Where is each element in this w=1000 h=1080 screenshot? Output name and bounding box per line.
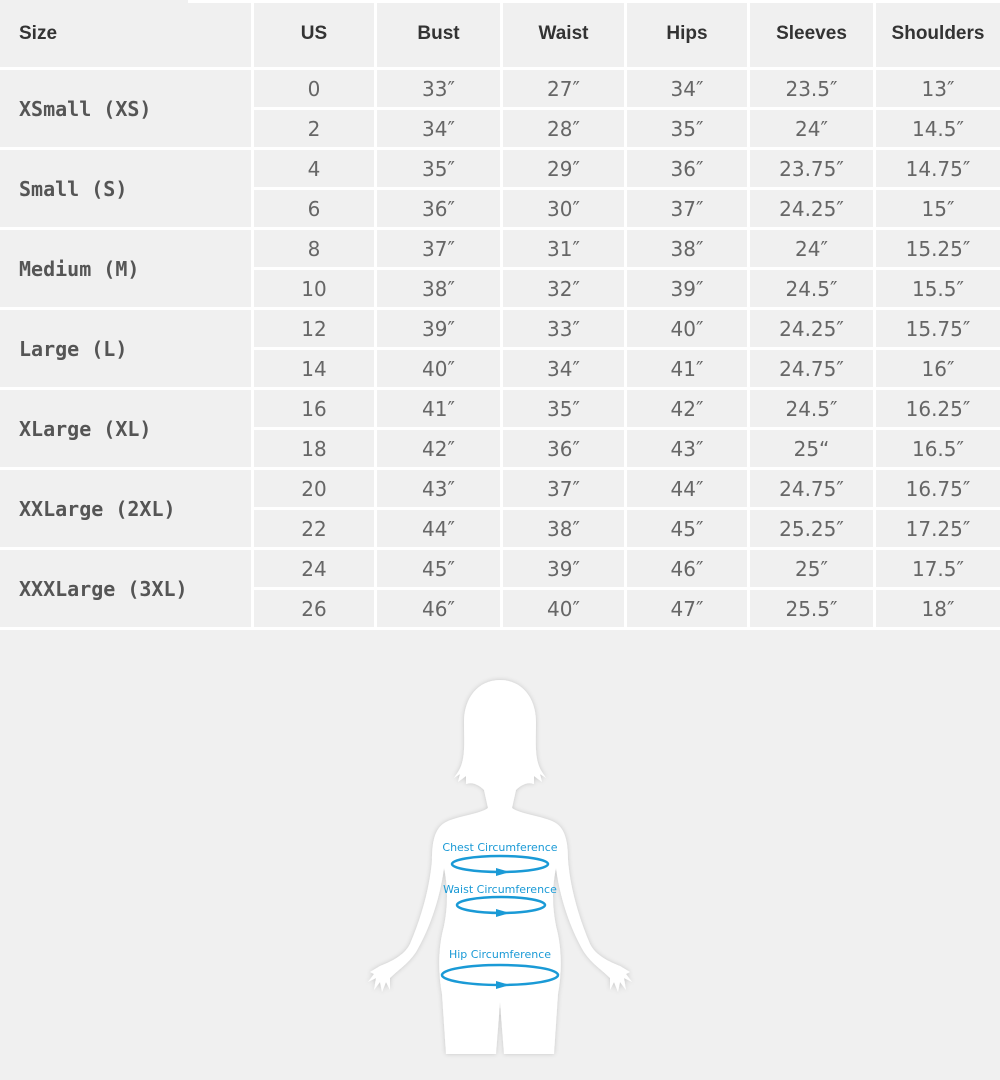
shoulders-cell: 17.5″ — [876, 550, 1000, 590]
shoulders-cell: 16.5″ — [876, 430, 1000, 470]
us-cell: 18 — [254, 430, 377, 470]
sleeves-cell: 24.25″ — [750, 190, 876, 230]
sleeves-cell: 24.25″ — [750, 310, 876, 350]
bust-cell: 38″ — [377, 270, 503, 310]
hips-cell: 40″ — [627, 310, 750, 350]
header-sleeves: Sleeves — [750, 0, 876, 70]
us-cell: 2 — [254, 110, 377, 150]
hips-cell: 43″ — [627, 430, 750, 470]
header-shoulders: Shoulders — [876, 0, 1000, 70]
sleeves-cell: 24.75″ — [750, 470, 876, 510]
us-cell: 12 — [254, 310, 377, 350]
sleeves-cell: 24.5″ — [750, 390, 876, 430]
hips-cell: 44″ — [627, 470, 750, 510]
header-waist: Waist — [503, 0, 627, 70]
hips-cell: 45″ — [627, 510, 750, 550]
hip-circumference-label: Hip Circumference — [448, 948, 552, 961]
us-cell: 16 — [254, 390, 377, 430]
shoulders-cell: 14.75″ — [876, 150, 1000, 190]
header-hips: Hips — [627, 0, 750, 70]
waist-cell: 40″ — [503, 590, 627, 630]
shoulders-cell: 14.5″ — [876, 110, 1000, 150]
waist-cell: 29″ — [503, 150, 627, 190]
waist-cell: 35″ — [503, 390, 627, 430]
bust-cell: 37″ — [377, 230, 503, 270]
bust-cell: 34″ — [377, 110, 503, 150]
header-bust: Bust — [377, 0, 503, 70]
bust-cell: 36″ — [377, 190, 503, 230]
waist-cell: 31″ — [503, 230, 627, 270]
hips-cell: 37″ — [627, 190, 750, 230]
waist-cell: 38″ — [503, 510, 627, 550]
shoulders-cell: 17.25″ — [876, 510, 1000, 550]
bust-cell: 40″ — [377, 350, 503, 390]
us-cell: 8 — [254, 230, 377, 270]
shoulders-cell: 16″ — [876, 350, 1000, 390]
table-row — [0, 230, 1000, 270]
hips-cell: 38″ — [627, 230, 750, 270]
size-name-cell: Small (S) — [0, 150, 254, 230]
us-cell: 22 — [254, 510, 377, 550]
body-silhouette-svg — [360, 672, 640, 1062]
table-header-row — [0, 0, 1000, 70]
sleeves-cell: 23.5″ — [750, 70, 876, 110]
waist-cell: 27″ — [503, 70, 627, 110]
us-cell: 26 — [254, 590, 377, 630]
hips-cell: 35″ — [627, 110, 750, 150]
waist-cell: 39″ — [503, 550, 627, 590]
hips-cell: 34″ — [627, 70, 750, 110]
bust-cell: 39″ — [377, 310, 503, 350]
size-name-cell: XXLarge (2XL) — [0, 470, 254, 550]
bust-cell: 44″ — [377, 510, 503, 550]
waist-cell: 37″ — [503, 470, 627, 510]
table-body — [0, 70, 1000, 630]
hips-cell: 47″ — [627, 590, 750, 630]
hips-cell: 42″ — [627, 390, 750, 430]
silhouette-shape — [368, 680, 632, 1054]
header-us: US — [254, 0, 377, 70]
waist-circumference-label: Waist Circumference — [443, 883, 557, 896]
sleeves-cell: 24″ — [750, 110, 876, 150]
sleeves-cell: 23.75″ — [750, 150, 876, 190]
size-name-cell: Medium (M) — [0, 230, 254, 310]
sleeves-cell: 24.5″ — [750, 270, 876, 310]
waist-cell: 36″ — [503, 430, 627, 470]
us-cell: 20 — [254, 470, 377, 510]
waist-cell: 33″ — [503, 310, 627, 350]
shoulders-cell: 18″ — [876, 590, 1000, 630]
size-name-cell: XSmall (XS) — [0, 70, 254, 150]
table-row — [0, 70, 1000, 110]
us-cell: 6 — [254, 190, 377, 230]
shoulders-cell: 15.75″ — [876, 310, 1000, 350]
table-row — [0, 150, 1000, 190]
bust-cell: 46″ — [377, 590, 503, 630]
chest-circumference-label: Chest Circumference — [442, 841, 558, 854]
hips-cell: 36″ — [627, 150, 750, 190]
header-size: Size — [0, 0, 254, 70]
bust-cell: 42″ — [377, 430, 503, 470]
us-cell: 0 — [254, 70, 377, 110]
us-cell: 4 — [254, 150, 377, 190]
sleeves-cell: 25.25″ — [750, 510, 876, 550]
table-row — [0, 550, 1000, 590]
us-cell: 14 — [254, 350, 377, 390]
bust-cell: 43″ — [377, 470, 503, 510]
table-row — [0, 470, 1000, 510]
bust-cell: 33″ — [377, 70, 503, 110]
sleeves-cell: 25″ — [750, 550, 876, 590]
sleeves-cell: 24″ — [750, 230, 876, 270]
hips-cell: 41″ — [627, 350, 750, 390]
hips-cell: 46″ — [627, 550, 750, 590]
shoulders-cell: 16.75″ — [876, 470, 1000, 510]
bust-cell: 45″ — [377, 550, 503, 590]
shoulders-cell: 15″ — [876, 190, 1000, 230]
shoulders-cell: 16.25″ — [876, 390, 1000, 430]
table-row — [0, 310, 1000, 350]
size-name-cell: XLarge (XL) — [0, 390, 254, 470]
us-cell: 24 — [254, 550, 377, 590]
size-name-cell: Large (L) — [0, 310, 254, 390]
bust-cell: 35″ — [377, 150, 503, 190]
shoulders-cell: 15.25″ — [876, 230, 1000, 270]
waist-cell: 32″ — [503, 270, 627, 310]
table-row — [0, 390, 1000, 430]
us-cell: 10 — [254, 270, 377, 310]
shoulders-cell: 13″ — [876, 70, 1000, 110]
hips-cell: 39″ — [627, 270, 750, 310]
waist-cell: 30″ — [503, 190, 627, 230]
waist-cell: 34″ — [503, 350, 627, 390]
shoulders-cell: 15.5″ — [876, 270, 1000, 310]
body-measurement-figure — [360, 672, 640, 1062]
sleeves-cell: 25“ — [750, 430, 876, 470]
size-name-cell: XXXLarge (3XL) — [0, 550, 254, 630]
sleeves-cell: 25.5″ — [750, 590, 876, 630]
bust-cell: 41″ — [377, 390, 503, 430]
sleeves-cell: 24.75″ — [750, 350, 876, 390]
waist-cell: 28″ — [503, 110, 627, 150]
